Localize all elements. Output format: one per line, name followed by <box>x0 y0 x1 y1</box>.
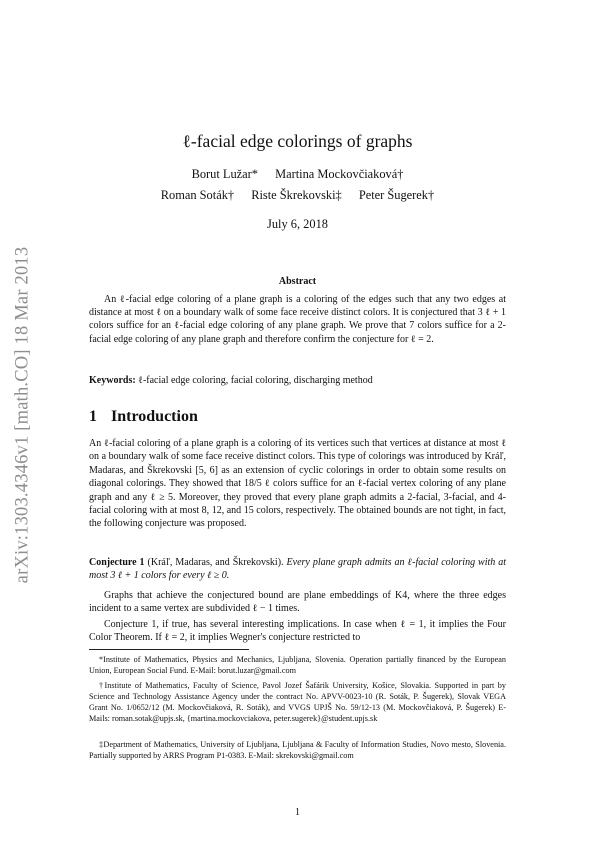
author-name: Peter Šugerek† <box>358 188 435 202</box>
intro-paragraph-1: An ℓ-facial coloring of a plane graph is a coloring of its vertices such that vertices at distance at most ℓ on a boundary walk of some face receive distinct colors. This type of colorings was introduced by Kráľ, Madaras, and Škrekovski [5, 6] as an extension of cyclic colorings in order to obtain some results on diagonal colorings. They showed that 18/5 ℓ colors suffice for an ℓ-facial vertex coloring of any plane graph and any ℓ ≥ 5. Moreover, they proved that every plane graph admits a 2-facial, 3-facial, and 4-facial coloring with at most 8, 12, and 15 colors, respectively. The obtained bounds are not tight, in fact, the following conjecture was proposed. <box>89 438 506 530</box>
author-name: Martina Mockovčiaková† <box>275 167 404 181</box>
footnote-rule <box>89 649 249 650</box>
keywords-label: Keywords: <box>89 375 136 386</box>
section-title: Introduction <box>111 408 198 425</box>
author-name: Borut Lužar* <box>191 167 258 181</box>
authors-line-1 <box>0 167 595 182</box>
paper-title: ℓ-facial edge colorings of graphs <box>182 131 413 151</box>
conjecture-label: Conjecture 1 <box>89 557 145 568</box>
conjecture-statement: Every plane graph admits an ℓ-facial coloring with at most 3 ℓ + 1 colors for every ℓ ≥ 0. <box>89 557 507 582</box>
footnote-1: *Institute of Mathematics, Physics and Mechanics, Ljubljana, Slovenia. Operation partially financed by the European Union, European Social Fund. E-Mail: borut.luzar@gmail.com <box>89 655 506 675</box>
author-name: Roman Soták† <box>160 188 235 202</box>
section-number: 1 <box>89 408 97 425</box>
conjecture-block <box>89 556 506 583</box>
arxiv-identifier: arXiv:1303.4346v1 [math.CO] 18 Mar 2013 <box>12 246 33 584</box>
conjecture-attribution: (Kráľ, Madaras, and Škrekovski). <box>147 557 284 568</box>
page-number: 1 <box>295 807 300 818</box>
footnote-2: †Institute of Mathematics, Faculty of Science, Pavol Jozef Šafárik University, Košice, Slovakia. Supported in part by Science and Technology Assistance Agency under the contract No. APVV-0023-10 (R. Soták, P. Šugerek), Slovak VEGA Grant No. 1/0652/12 (M. Mockovčiaková, R. Soták), and VVGS UPJŠ No. 59/12-13 (M. Mockovčiaková, P. Šugerek) E-Mails: roman.sotak@upjs.sk, {martina.mockovciakova, peter.sugerek}@student.upjs.sk <box>89 681 506 723</box>
intro-paragraph-2: Graphs that achieve the conjectured bound are plane embeddings of K4, where the three edges incident to a same vertex are subdivided ℓ − 1 times. <box>89 590 506 615</box>
keywords-text: ℓ-facial edge coloring, facial coloring, discharging method <box>138 375 373 386</box>
abstract-text: An ℓ-facial edge coloring of a plane graph is a coloring of the edges such that any two edges at distance at most ℓ on a boundary walk of some face receive distinct colors. It is conjectured that 3 ℓ + 1 colors suffice for an ℓ-facial edge coloring of any plane graph. We prove that 7 colors suffice for a 2-facial edge coloring of any plane graph and therefore confirm the conjecture for ℓ = 2. <box>89 294 506 345</box>
keywords <box>89 375 506 386</box>
intro-paragraph-3: Conjecture 1, if true, has several interesting implications. In case when ℓ = 1, it implies the Four Color Theorem. If ℓ = 2, it implies Wegner's conjecture restricted to <box>89 619 506 644</box>
footnote-3: ‡Department of Mathematics, University of Ljubljana, Ljubljana & Faculty of Information Studies, Novo mesto, Slovenia. Partially supported by ARRS Program P1-0383. E-Mail: skrekovski@gmail.com <box>89 740 506 760</box>
author-name: Riste Škrekovski‡ <box>251 188 342 202</box>
authors-line-2 <box>0 188 595 203</box>
section-heading <box>89 408 198 426</box>
abstract-heading: Abstract <box>278 276 317 287</box>
paper-date: July 6, 2018 <box>267 217 328 231</box>
